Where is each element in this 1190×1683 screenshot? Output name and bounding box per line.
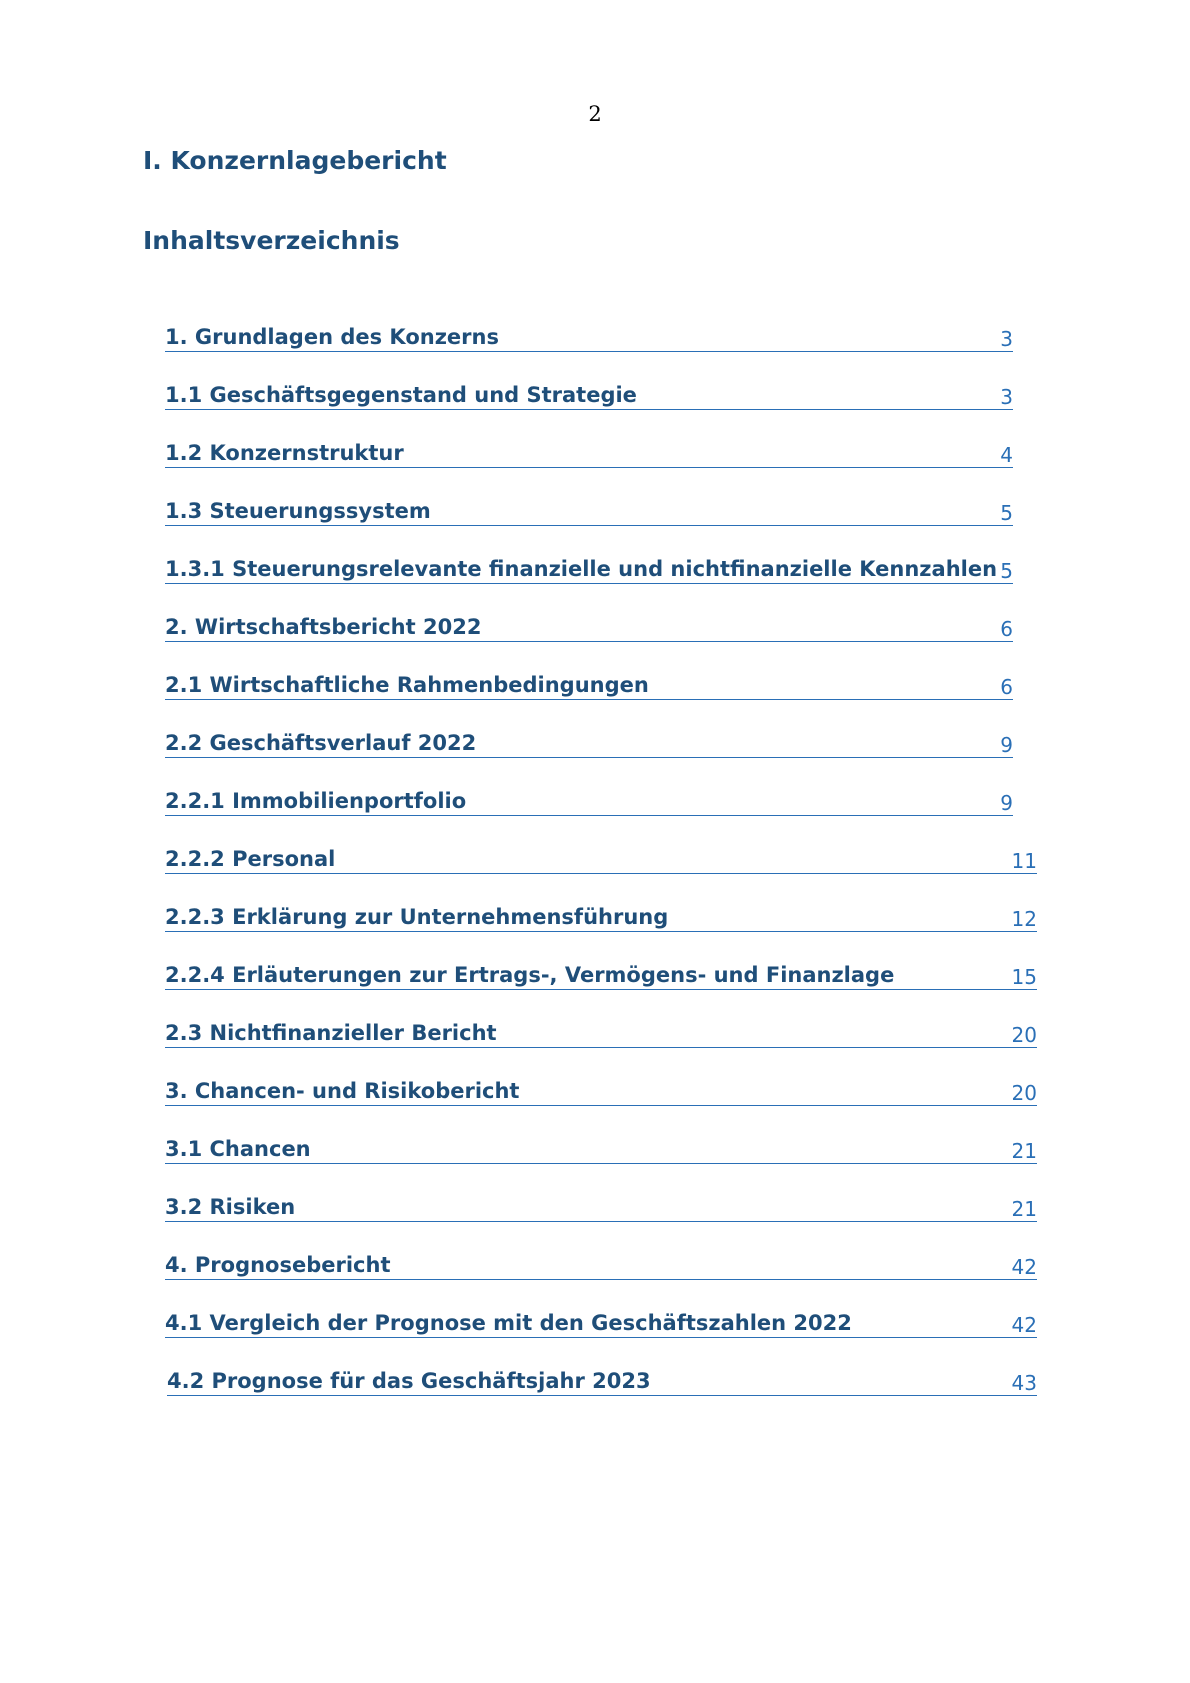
- toc-link-2-2-1-immobilienportfolio[interactable]: [165, 786, 1013, 816]
- toc-entry-page: 3: [1000, 327, 1013, 351]
- toc-entry-page: 6: [1000, 675, 1013, 699]
- toc-link-3-chancen-risikobericht[interactable]: [165, 1076, 1037, 1106]
- toc-entry-page: 12: [1011, 907, 1037, 931]
- toc-entry-label: 1.1 Geschäftsgegenstand und Strategie: [165, 383, 637, 407]
- toc-link-2-2-geschaeftsverlauf[interactable]: [165, 728, 1013, 758]
- toc-heading: Inhaltsverzeichnis: [143, 226, 400, 255]
- toc-entry: [165, 960, 1035, 1018]
- table-of-contents: [165, 322, 1035, 1424]
- toc-entry-page: 5: [1000, 501, 1013, 525]
- toc-entry: [165, 844, 1035, 902]
- toc-entry: [165, 322, 1035, 380]
- toc-link-2-2-3-unternehmensfuehrung[interactable]: [165, 902, 1037, 932]
- toc-entry-label: 4. Prognosebericht: [165, 1253, 391, 1277]
- toc-entry-label: 2.2.1 Immobilienportfolio: [165, 789, 467, 813]
- toc-link-4-prognosebericht[interactable]: [165, 1250, 1037, 1280]
- toc-entry-page: 43: [1011, 1371, 1037, 1395]
- toc-entry: [165, 554, 1035, 612]
- page-number: 2: [588, 102, 602, 126]
- toc-entry-label: 3. Chancen- und Risikobericht: [165, 1079, 520, 1103]
- toc-entry-page: 9: [1000, 733, 1013, 757]
- toc-entry-label: 2.2.2 Personal: [165, 847, 336, 871]
- toc-entry-label: 2. Wirtschaftsbericht 2022: [165, 615, 482, 639]
- toc-entry-page: 9: [1000, 791, 1013, 815]
- toc-entry: [165, 438, 1035, 496]
- toc-entry-page: 6: [1000, 617, 1013, 641]
- toc-link-2-3-nichtfinanzieller-bericht[interactable]: [165, 1018, 1037, 1048]
- toc-entry-page: 5: [1000, 559, 1013, 583]
- toc-link-4-2-prognose-2023[interactable]: [167, 1366, 1037, 1396]
- toc-link-3-1-chancen[interactable]: [165, 1134, 1037, 1164]
- toc-entry-label: 2.2 Geschäftsverlauf 2022: [165, 731, 477, 755]
- toc-entry-page: 15: [1011, 965, 1037, 989]
- toc-link-2-2-2-personal[interactable]: [165, 844, 1037, 874]
- toc-entry: [165, 1076, 1035, 1134]
- toc-entry-label: 2.2.3 Erklärung zur Unternehmensführung: [165, 905, 669, 929]
- toc-link-1-3-steuerungssystem[interactable]: [165, 496, 1013, 526]
- toc-entry-label: 1. Grundlagen des Konzerns: [165, 325, 499, 349]
- toc-entry: [165, 786, 1035, 844]
- toc-entry: [165, 612, 1035, 670]
- toc-entry-label: 4.1 Vergleich der Prognose mit den Geschäftszahlen 2022: [165, 1311, 852, 1335]
- toc-entry-label: 3.1 Chancen: [165, 1137, 311, 1161]
- toc-entry: [165, 902, 1035, 960]
- toc-link-2-2-4-finanzlage[interactable]: [165, 960, 1037, 990]
- section-title: I. Konzernlagebericht: [143, 146, 447, 175]
- toc-entry: [165, 1018, 1035, 1076]
- toc-entry-page: 42: [1011, 1255, 1037, 1279]
- toc-entry: [165, 1250, 1035, 1308]
- toc-entry-label: 1.3.1 Steuerungsrelevante finanzielle und nichtfinanzielle Kennzahlen: [165, 557, 998, 581]
- toc-entry-page: 21: [1011, 1197, 1037, 1221]
- toc-entry-page: 42: [1011, 1313, 1037, 1337]
- toc-entry: [165, 496, 1035, 554]
- toc-entry: [165, 380, 1035, 438]
- toc-link-3-2-risiken[interactable]: [165, 1192, 1037, 1222]
- toc-entry-page: 11: [1011, 849, 1037, 873]
- toc-entry: [165, 1366, 1035, 1424]
- toc-link-2-wirtschaftsbericht[interactable]: [165, 612, 1013, 642]
- toc-entry: [165, 670, 1035, 728]
- toc-entry-label: 2.3 Nichtfinanzieller Bericht: [165, 1021, 497, 1045]
- toc-link-1-3-1-kennzahlen[interactable]: [165, 554, 1013, 584]
- toc-entry-page: 20: [1011, 1081, 1037, 1105]
- toc-entry-label: 3.2 Risiken: [165, 1195, 296, 1219]
- toc-link-1-2-konzernstruktur[interactable]: [165, 438, 1013, 468]
- toc-entry-page: 4: [1000, 443, 1013, 467]
- toc-entry-label: 1.3 Steuerungssystem: [165, 499, 431, 523]
- toc-entry: [165, 1134, 1035, 1192]
- toc-entry: [165, 1192, 1035, 1250]
- toc-entry-label: 2.1 Wirtschaftliche Rahmenbedingungen: [165, 673, 649, 697]
- toc-entry-label: 4.2 Prognose für das Geschäftsjahr 2023: [167, 1369, 651, 1393]
- toc-entry-page: 3: [1000, 385, 1013, 409]
- toc-link-1-grundlagen[interactable]: [165, 322, 1013, 352]
- toc-entry-page: 20: [1011, 1023, 1037, 1047]
- toc-entry: [165, 1308, 1035, 1366]
- toc-link-1-1-geschaeftsgegenstand[interactable]: [165, 380, 1013, 410]
- toc-entry-page: 21: [1011, 1139, 1037, 1163]
- toc-link-4-1-vergleich-prognose[interactable]: [165, 1308, 1037, 1338]
- toc-link-2-1-rahmenbedingungen[interactable]: [165, 670, 1013, 700]
- toc-entry-label: 2.2.4 Erläuterungen zur Ertrags-, Vermögens- und Finanzlage: [165, 963, 895, 987]
- toc-entry-label: 1.2 Konzernstruktur: [165, 441, 404, 465]
- toc-entry: [165, 728, 1035, 786]
